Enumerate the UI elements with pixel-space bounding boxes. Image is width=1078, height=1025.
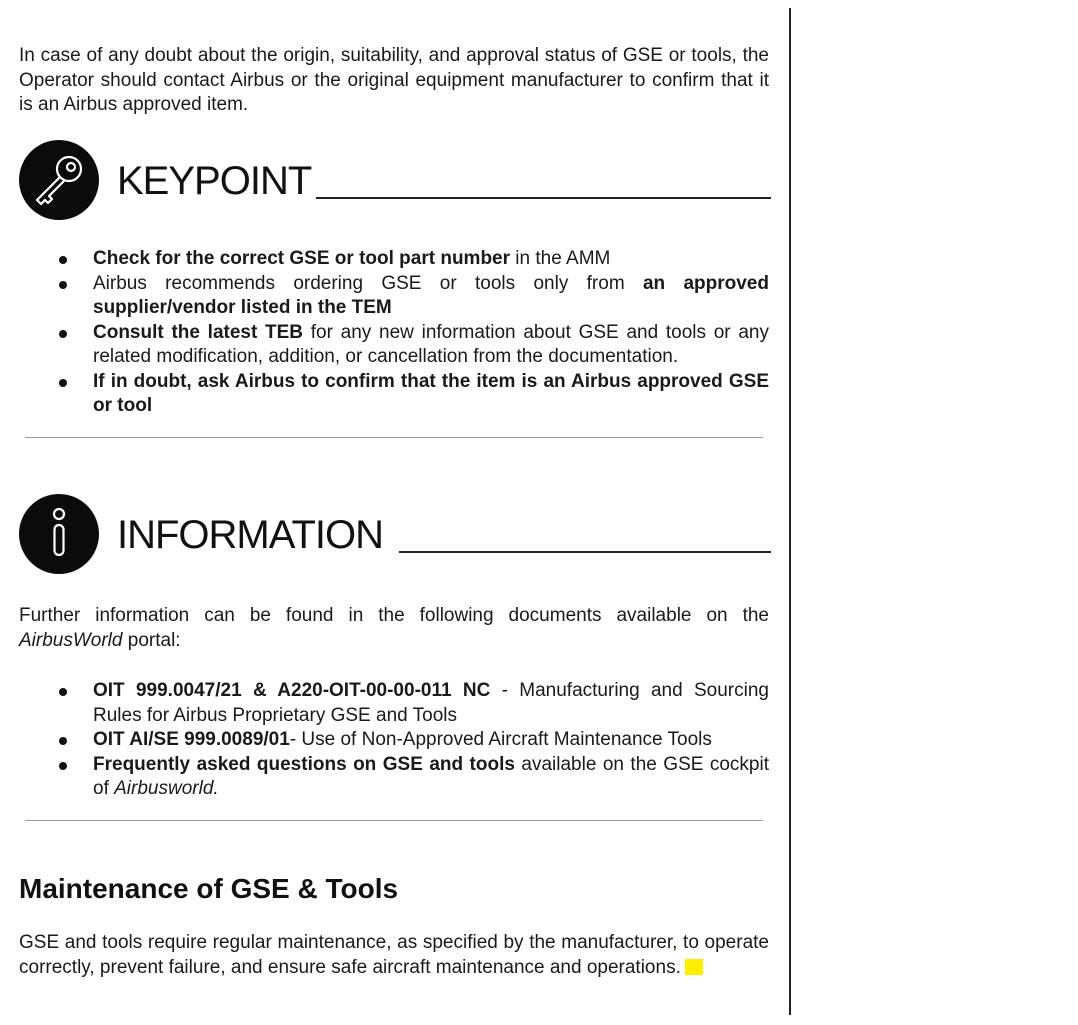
document-reference: OIT AI/SE 999.0089/01 [93,729,290,750]
section-divider [25,820,763,821]
information-text-end: portal: [122,629,181,651]
maintenance-paragraph [19,931,769,980]
key-icon [19,140,99,220]
highlight-marker [685,959,703,975]
list-item [19,272,769,321]
section-divider [25,437,763,438]
list-item-text: in the AMM [510,248,611,269]
airbusworld-name: Airbusworld. [114,778,219,799]
page-margin-rule [789,8,791,1015]
keypoint-header [19,140,771,220]
list-item [19,753,769,802]
list-item [19,679,769,728]
information-title: INFORMATION [117,513,384,557]
maintenance-text: GSE and tools require regular maintenance, as specified by the manufacturer, to operate correctly, prevent failure, and ensure safe aircraft maintenance and operations. [19,932,769,978]
document-title: available on the GSE cockpit of [93,753,769,799]
keypoint-title-underline [316,197,771,199]
list-item-bold: Consult the latest TEB [93,321,304,343]
list-item [19,321,769,370]
information-paragraph [19,604,769,653]
information-header [19,494,771,574]
document-title: - Manufacturing and Sourcing Rules for Airbus Proprietary GSE and Tools [93,680,769,726]
intro-paragraph [19,44,769,118]
list-item-bold: If in doubt, ask Airbus to confirm that the item is an Airbus approved GSE or tool [93,370,769,416]
document-title: - Use of Non-Approved Aircraft Maintenance Tools [289,729,712,750]
keypoint-list [19,247,769,419]
document-reference: Frequently asked questions on GSE and tools [93,753,515,775]
list-item [19,247,769,272]
list-item-text: Airbus recommends ordering GSE or tools only from [93,272,643,294]
keypoint-title: KEYPOINT [117,159,312,203]
information-list [19,679,769,802]
information-title-underline [399,551,771,553]
list-item-bold: Check for the correct GSE or tool part number [93,248,511,269]
document-reference: OIT 999.0047/21 & A220-OIT-00-00-011 NC [93,680,491,701]
info-icon [19,494,99,574]
airbusworld-name: AirbusWorld [19,629,123,651]
section-heading: Maintenance of GSE & Tools [19,873,399,904]
list-item [19,370,769,419]
list-item [19,728,769,753]
list-item-bold: an approved supplier/vendor listed in the TEM [93,272,769,318]
information-text: Further information can be found in the following documents available on the [19,605,769,626]
list-item-text: for any new information about GSE and tools or any related modification, addition, or cancellation from the documentation. [93,321,769,367]
intro-text: In case of any doubt about the origin, suitability, and approval status of GSE or tools, the Operator should contact Airbus or the original equipment manufacturer to confirm that it is an Airbus approved item. [19,45,769,115]
